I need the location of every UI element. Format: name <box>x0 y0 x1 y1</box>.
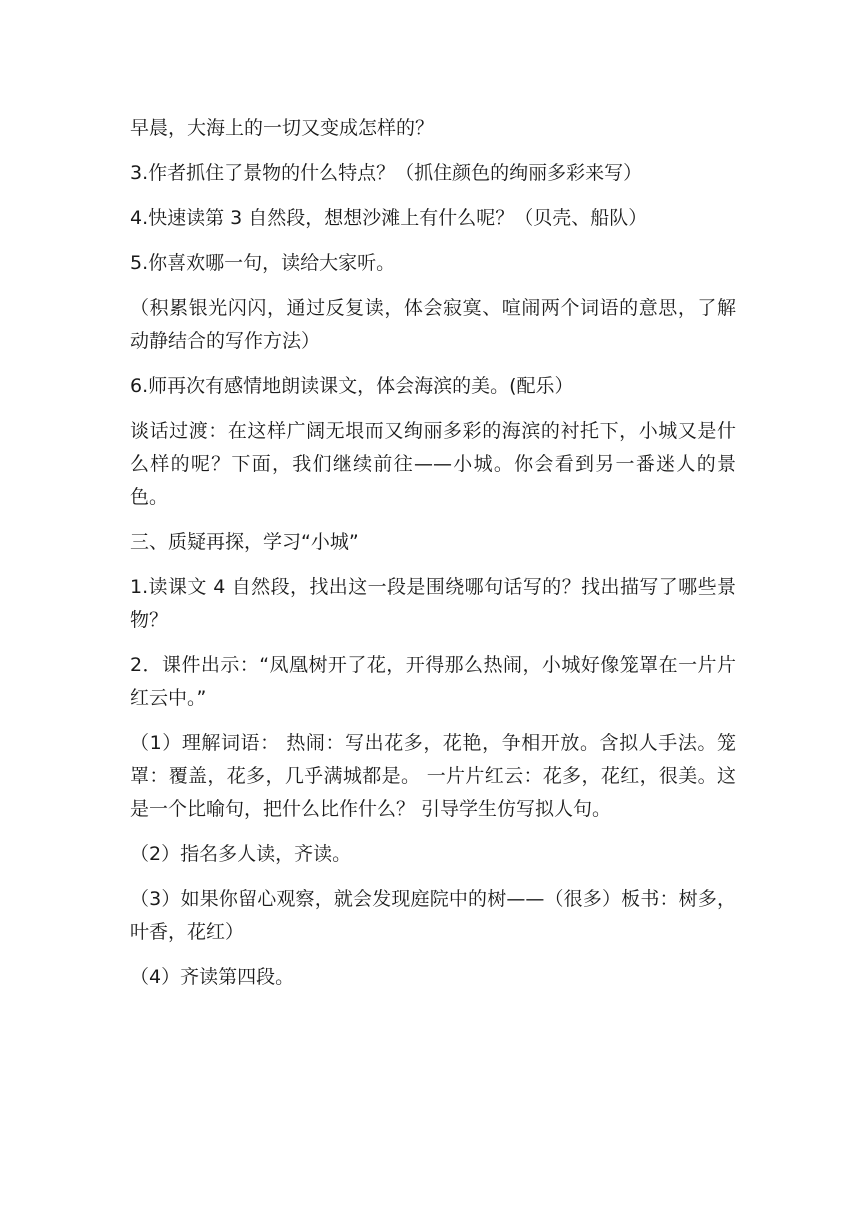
paragraph-note-accumulate: （积累银光闪闪，通过反复读，体会寂寞、喧闹两个词语的意思，了解动静结合的写作方法） <box>130 297 736 352</box>
paragraph-item-5: 5.你喜欢哪一句，读给大家听。 <box>130 252 396 274</box>
paragraph-subitem-2: （2）指名多人读，齐读。 <box>130 843 352 865</box>
paragraph-item-4: 4.快速读第 3 自然段，想想沙滩上有什么呢？（贝壳、船队） <box>130 207 648 229</box>
paragraph-section3-item-2: 2．课件出示：“凤凰树开了花，开得那么热闹，小城好像笼罩在一片片红云中。” <box>130 654 736 709</box>
paragraph-subitem-1: （1）理解词语： 热闹：写出花多，花艳，争相开放。含拟人手法。笼罩：覆盖，花多，几乎满城都是。 一片片红云：花多，花红，很美。这是一个比喻句，把什么比作什么？ 引导学生仿写拟人句。 <box>130 732 736 820</box>
paragraph-transition: 谈话过渡：在这样广阔无垠而又绚丽多彩的海滨的衬托下，小城又是什么样的呢？下面，我们继续前往——小城。你会看到另一番迷人的景色。 <box>130 420 736 508</box>
section-heading-3: 三、质疑再探，学习“小城” <box>130 531 359 553</box>
paragraph-subitem-4: （4）齐读第四段。 <box>130 966 295 988</box>
paragraph-question-morning: 早晨，大海上的一切又变成怎样的？ <box>130 117 435 139</box>
paragraph-item-3: 3.作者抓住了景物的什么特点？（抓住颜色的绚丽多彩来写） <box>130 162 643 184</box>
paragraph-subitem-3: （3）如果你留心观察，就会发现庭院中的树——（很多）板书：树多，叶香，花红） <box>130 888 736 943</box>
paragraph-item-6: 6.师再次有感情地朗读课文，体会海滨的美。(配乐） <box>130 375 574 397</box>
document-page <box>130 112 736 1006</box>
paragraph-section3-item-1: 1.读课文 4 自然段，找出这一段是围绕哪句话写的？找出描写了哪些景物？ <box>130 576 736 631</box>
